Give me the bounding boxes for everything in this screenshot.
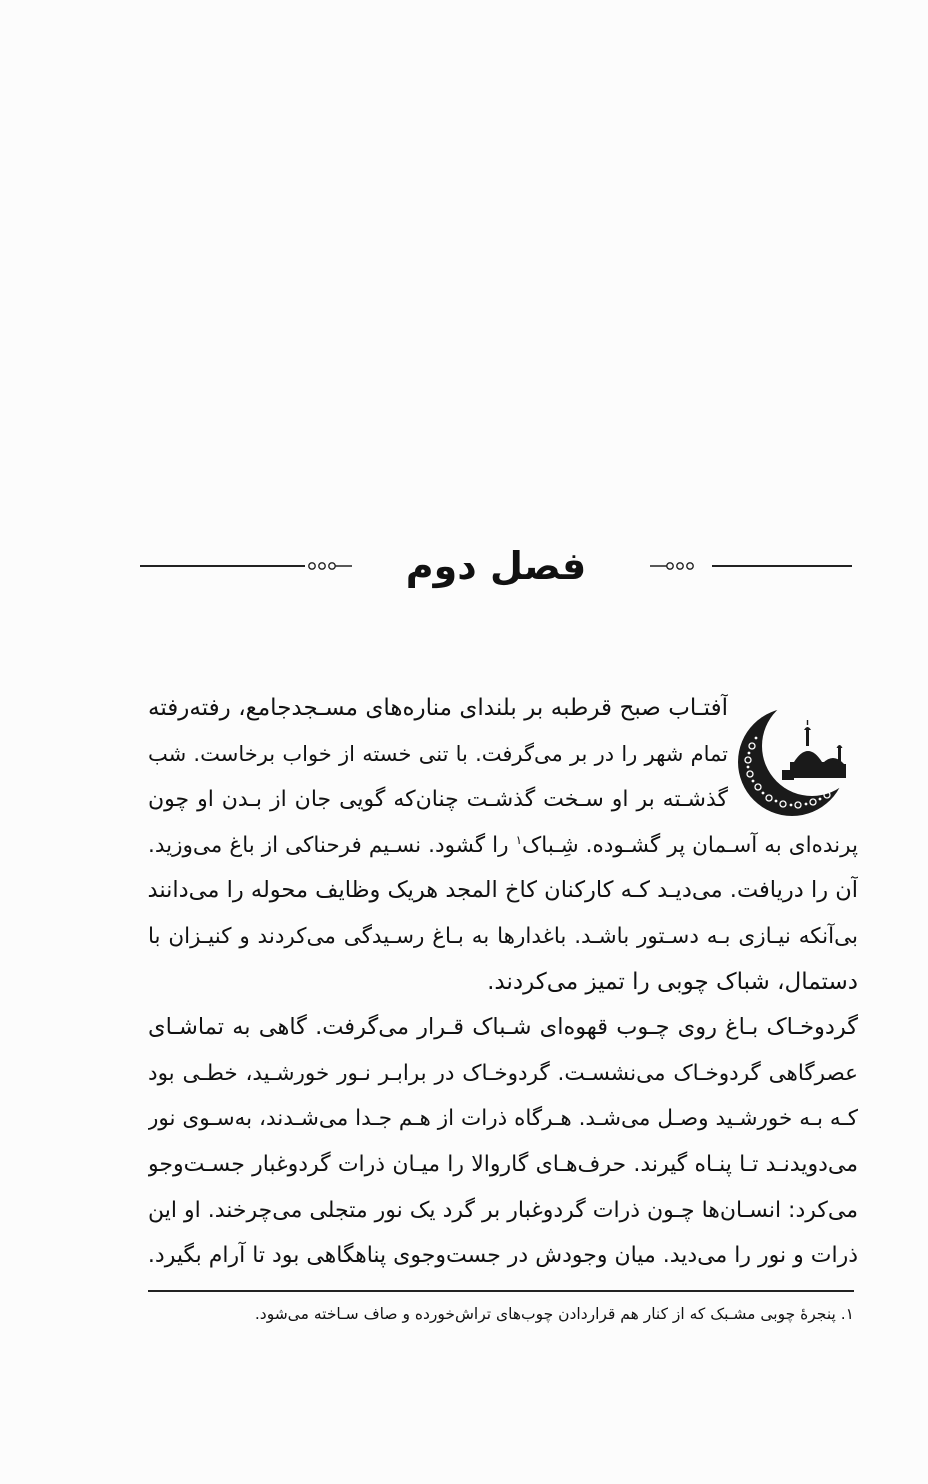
- heading-rule-right: [712, 565, 852, 567]
- text-line: گذشـته بر او سـخت گذشـت چنان‌که گویی جان از بـدن او چون: [148, 787, 728, 813]
- text-line-with-footnote: [148, 823, 858, 869]
- text-fragment: پرنده‌ای به آسـمان پر گشـوده. شِـباک: [522, 832, 858, 858]
- emblem-float-space: [728, 686, 858, 822]
- text-line: دستمال، شباک چوبی را تمیز می‌کردند.: [487, 968, 858, 995]
- text-line: آفتـاب صبح قرطبه بر بلندای مناره‌های مسـجدجامع، رفته‌رفته: [148, 695, 728, 721]
- chapter-title: فصل دوم: [405, 544, 587, 588]
- chapter-heading: [140, 538, 852, 598]
- chapter-body-text: [148, 686, 858, 1279]
- text-line: تمام شهر را در بر می‌گرفت. با تنی خسته از خواب برخاست. شب: [148, 741, 728, 766]
- text-line: ذرات و نور را می‌دید. میان وجودش در جست‌وجوی پناهگاهی بود تا آرام بگیرد.: [148, 1243, 858, 1269]
- text-line: بی‌آنکه نیـازی بـه دسـتور باشـد. باغدارها به بـاغ رسـیدگی می‌کردند و کنیـزان با: [148, 923, 858, 949]
- text-line: کـه بـه خورشـید وصـل می‌شـد. هـرگاه ذرات از هـم جـدا می‌شـدند، به‌سـوی نور: [148, 1106, 858, 1132]
- text-line: آن را دریافت. می‌دیـد کـه کارکنان کاخ المجد هریک وظایف محوله را می‌دانند: [148, 877, 858, 904]
- text-line: می‌دویدنـد تـا پنـاه گیرند. حرف‌هـای گاروالا را میـان ذرات گردوغبار جسـت‌وجو: [148, 1151, 858, 1177]
- footnote-text: ۱. پنجرهٔ چوبی مشـبک که از کنار هم قراردادن چوب‌های تراش‌خورده و صاف سـاخته می‌شود.: [254, 1305, 854, 1323]
- text-line: می‌کرد: انسـان‌ها چـون ذرات گردوغبار بر گرد یک نور متجلی می‌چرخند. او این: [148, 1197, 858, 1223]
- footnote-rule: [148, 1290, 854, 1292]
- ornament-dots-right-icon: [650, 558, 696, 574]
- text-line: عصرگاهی گردوخـاک می‌نشسـت. گردوخـاک در برابـر نـور خورشـید، خطـی بود: [148, 1060, 858, 1086]
- footnote-marker[interactable]: ۱: [515, 832, 523, 847]
- text-line: گردوخـاک بـاغ روی چـوب قهوه‌ای شـباک قـرار می‌گرفت. گاهی به تماشـای: [148, 1014, 858, 1041]
- text-fragment: را گشود. نسـیم فرحناکی از باغ می‌وزید.: [148, 832, 516, 858]
